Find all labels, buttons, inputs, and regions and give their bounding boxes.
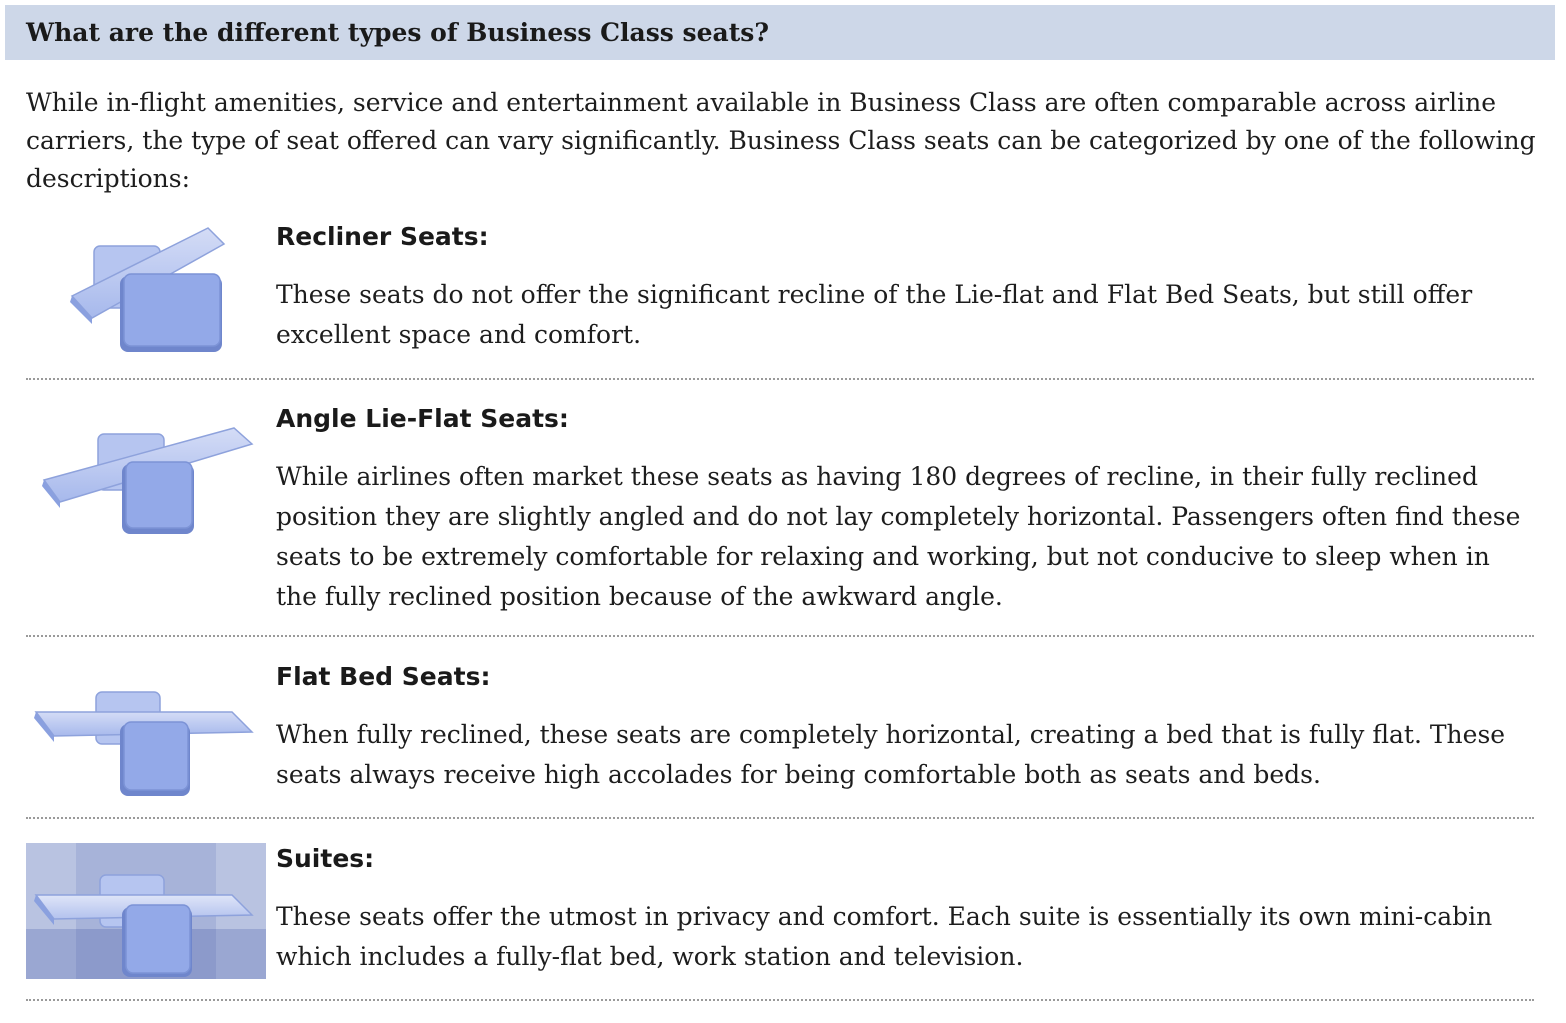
suite-seat-icon [26, 843, 266, 979]
seat-type-angle-lie-flat [26, 398, 1534, 628]
seat-type-title: Flat Bed Seats: [276, 662, 491, 691]
section-divider [26, 817, 1534, 819]
seat-type-flat-bed [26, 656, 1534, 806]
intro-paragraph: While in-flight amenities, service and entertainment available in Business Class are often comparable across airline carriers, the type of seat offered can vary significantly. Business Class seats can be categorized by one of the following descriptions: [26, 88, 1536, 193]
seat-type-description: While airlines often market these seats as having 180 degrees of recline, in their fully reclined position they are slightly angled and do not lay completely horizontal. Passengers often find these seats to be extremely comfortable for relaxing and working, but not conducive to sleep when in the fully reclined position because of the awkward angle. [276, 462, 1521, 611]
seat-type-title: Suites: [276, 844, 375, 873]
section-divider [26, 999, 1534, 1001]
section-header [5, 5, 1555, 60]
seat-type-suites [26, 838, 1534, 988]
recliner-seat-icon [26, 224, 266, 354]
seat-type-description: These seats do not offer the significant recline of the Lie-flat and Flat Bed Seats, but still offer excellent space and comfort. [276, 280, 1473, 349]
seat-type-recliner [26, 216, 1534, 366]
section-divider [26, 635, 1534, 637]
seat-type-title: Recliner Seats: [276, 222, 489, 251]
section-divider [26, 378, 1534, 380]
flat-bed-seat-icon [26, 686, 266, 801]
angled-lie-flat-seat-icon [26, 422, 266, 542]
seat-type-title: Angle Lie-Flat Seats: [276, 404, 569, 433]
seat-type-description: These seats offer the utmost in privacy and comfort. Each suite is essentially its own mini-cabin which includes a fully-flat bed, work station and television. [276, 902, 1493, 971]
seat-type-description: When fully reclined, these seats are completely horizontal, creating a bed that is fully flat. These seats always receive high accolades for being comfortable both as seats and beds. [276, 720, 1506, 789]
page-title: What are the different types of Business Class seats? [26, 18, 770, 47]
